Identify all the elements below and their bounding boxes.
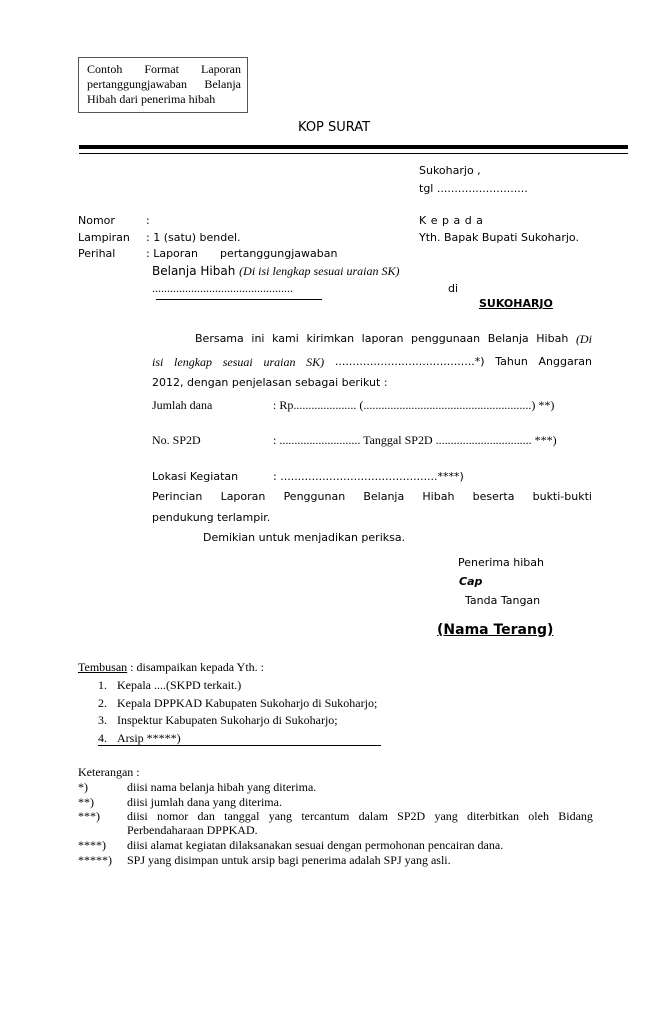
footnote-mark: ***) <box>78 809 100 823</box>
keterangan-item <box>78 809 127 824</box>
body-word: penggunaan <box>411 332 481 345</box>
perihal-line-3: ............................................... <box>152 281 293 295</box>
body-word: Anggaran <box>538 355 592 368</box>
keterangan-item <box>78 838 503 853</box>
signature-name: (Nama Terang) <box>437 622 554 638</box>
recipient-name: Yth. Bapak Bupati Sukoharjo. <box>419 231 579 244</box>
rincian-line-2: pendukung terlampir. <box>152 511 271 524</box>
signature-stamp: Cap <box>459 575 483 588</box>
body-word: Tahun <box>495 355 528 368</box>
footnote-mark: *) <box>78 780 88 794</box>
keterangan-item <box>78 780 316 795</box>
footnote-word: diterbitkan <box>467 809 520 823</box>
body-word: Laporan <box>220 490 266 503</box>
example-note-box <box>78 57 248 113</box>
body-word: Perincian <box>152 490 203 503</box>
body-word: Hibah <box>422 490 455 503</box>
example-note-line-3: Hibah dari penerima hibah <box>87 92 216 106</box>
footnote-word: oleh <box>528 809 549 823</box>
perihal-label: Perihal <box>78 247 116 260</box>
body-word: beserta <box>472 490 515 503</box>
perihal-value-a: : Laporan <box>146 247 199 260</box>
body-word-italic: sesuai <box>222 355 253 369</box>
place-city: Sukoharjo , <box>419 164 481 177</box>
footnote-text: diisi nama belanja hibah yang diterima. <box>127 780 317 794</box>
body-paragraph-line-1 <box>195 332 592 347</box>
list-text: Arsip *****) <box>117 731 181 745</box>
example-word: Laporan <box>201 62 241 76</box>
tembusan-label: Tembusan <box>78 660 128 674</box>
footnote-word: yang <box>268 809 293 823</box>
list-text: Inspektur Kabupaten Sukoharjo di Sukoharjo; <box>117 713 338 727</box>
list-text: Kepala DPPKAD Kabupaten Sukoharjo di Sukoharjo; <box>117 696 378 710</box>
footnote-mark: *****) <box>78 853 112 867</box>
letterhead-rule-thick <box>79 145 628 149</box>
footnote-text-justified <box>127 809 593 824</box>
nomor-value: : <box>146 214 150 227</box>
signature-role: Penerima hibah <box>458 556 545 569</box>
body-word: ini <box>251 332 265 345</box>
keterangan-item <box>78 795 282 810</box>
jumlah-dana-label: Jumlah dana <box>152 398 213 412</box>
tembusan-underline <box>98 745 381 746</box>
letterhead-title: KOP SURAT <box>298 120 371 135</box>
footnote-mark: **) <box>78 795 94 809</box>
footnote-text: diisi jumlah dana yang diterima. <box>127 795 282 809</box>
example-word: Belanja <box>204 77 241 91</box>
body-dots-marker: ........................................*) <box>334 355 485 368</box>
body-word-italic: SK) <box>306 355 325 369</box>
list-number: 1. <box>98 678 107 692</box>
body-word: Penggunan <box>283 490 346 503</box>
perihal-value-b: pertanggungjawaban <box>220 247 338 260</box>
footnote-word: yang <box>434 809 458 823</box>
recipient-city: SUKOHARJO <box>479 297 553 310</box>
body-word-italic: (Di <box>575 332 592 346</box>
lokasi-value: : .............................................****) <box>273 470 464 483</box>
tembusan-item <box>98 731 181 746</box>
lokasi-label: Lokasi Kegiatan <box>152 470 239 483</box>
footnote-word: diisi <box>127 809 148 823</box>
footnote-word: tanggal <box>224 809 260 823</box>
list-text: Kepala ....(SKPD terkait.) <box>117 678 242 692</box>
keterangan-item <box>78 853 451 868</box>
tembusan-item <box>98 696 377 711</box>
tembusan-rest: : disampaikan kepada Yth. : <box>127 660 265 674</box>
list-number: 2. <box>98 696 107 710</box>
closing-line: Demikian untuk menjadikan periksa. <box>203 531 406 544</box>
example-word: pertanggungjawaban <box>87 77 187 91</box>
body-paragraph-line-3: 2012, dengan penjelasan sebagai berikut : <box>152 376 388 389</box>
list-number: 4. <box>98 731 107 745</box>
sp2d-value: : ........................... Tanggal SP2D ................................ ***) <box>273 433 557 447</box>
body-word: Belanja <box>363 490 405 503</box>
jumlah-dana-value: : Rp..................... (........................................................) **) <box>273 398 555 412</box>
example-word: Contoh <box>87 62 123 76</box>
footnote-word: SP2D <box>397 809 426 823</box>
example-note-line-2 <box>87 77 241 92</box>
footnote-mark: ****) <box>78 838 106 852</box>
perihal-line-2-italic: (Di isi lengkap sesuai uraian SK) <box>239 264 400 278</box>
body-word: kirimkan <box>306 332 355 345</box>
lampiran-label: Lampiran <box>78 231 130 244</box>
example-word: Format <box>144 62 180 76</box>
rincian-line-1 <box>152 490 592 503</box>
perihal-line-2-plain: Belanja Hibah <box>152 264 240 278</box>
example-note-line-1 <box>87 62 241 77</box>
letterhead-rule-thin <box>79 153 628 154</box>
body-word: Hibah <box>536 332 569 345</box>
recipient-di: di <box>448 282 459 295</box>
footnote-word: dalam <box>358 809 388 823</box>
signature-sign: Tanda Tangan <box>465 594 541 607</box>
tembusan-item <box>98 713 338 728</box>
footnote-word: nomor <box>156 809 189 823</box>
nomor-label: Nomor <box>78 214 115 227</box>
footnote-text: SPJ yang disimpan untuk arsip bagi penerima adalah SPJ yang asli. <box>127 853 451 867</box>
footnote-word: dan <box>197 809 215 823</box>
place-date: tgl .......................... <box>419 182 528 195</box>
footnote-text: diisi alamat kegiatan dilaksanakan sesuai dengan permohonan pencairan dana. <box>127 838 504 852</box>
tembusan-heading <box>78 660 264 675</box>
list-number: 3. <box>98 713 107 727</box>
footnote-text-line-2: Perbendaharaan DPPKAD. <box>127 823 258 837</box>
footnote-word: tercantum <box>301 809 350 823</box>
footnote-word: Bidang <box>558 809 593 823</box>
body-word: Belanja <box>487 332 529 345</box>
body-word: bukti-bukti <box>532 490 592 503</box>
keterangan-heading: Keterangan : <box>78 765 140 779</box>
tembusan-item <box>98 678 241 693</box>
body-word-italic: isi <box>152 355 164 369</box>
sp2d-label: No. SP2D <box>152 433 201 447</box>
body-word: kami <box>272 332 299 345</box>
perihal-line-2 <box>152 264 400 279</box>
body-word: Bersama <box>195 332 244 345</box>
body-word-italic: lengkap <box>174 355 213 369</box>
lampiran-value: : 1 (satu) bendel. <box>146 231 241 244</box>
perihal-underline <box>156 299 322 300</box>
body-word-italic: uraian <box>263 355 296 369</box>
body-paragraph-line-2 <box>152 355 592 370</box>
kepada-label: K e p a d a <box>419 214 484 227</box>
body-word: laporan <box>361 332 404 345</box>
